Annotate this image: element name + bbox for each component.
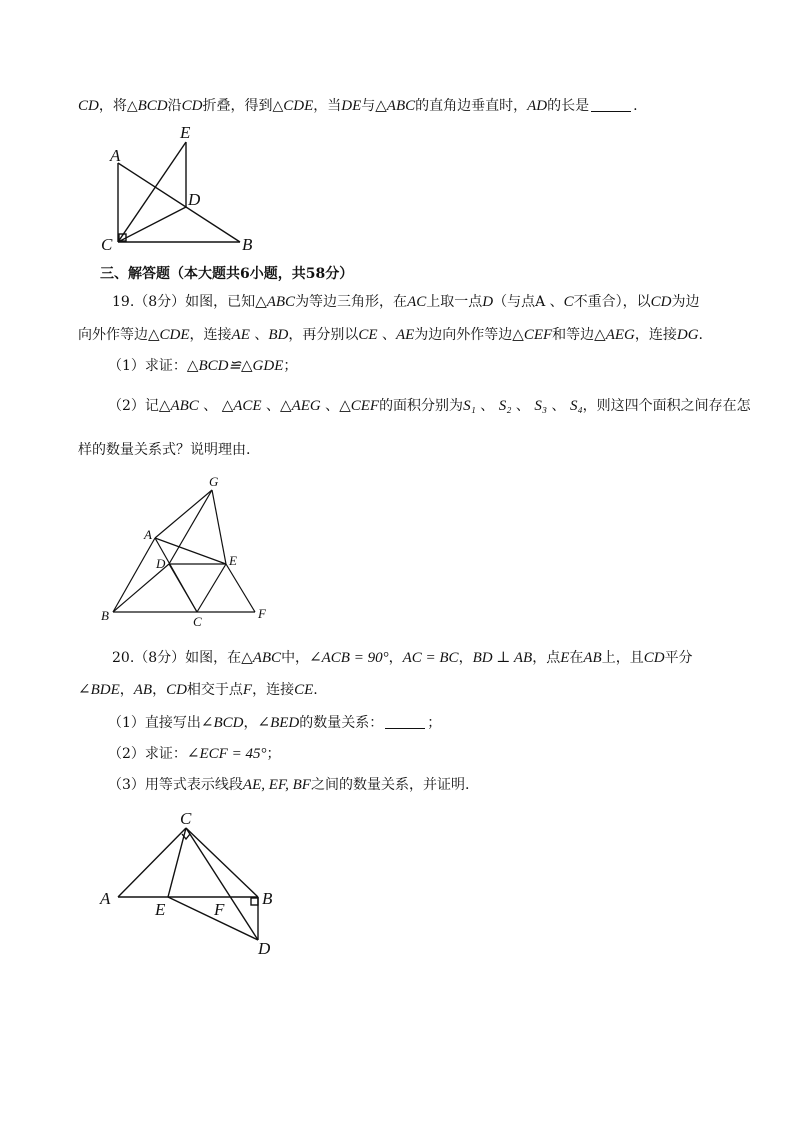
label-B: B bbox=[242, 235, 253, 254]
text: （8分）如图，在 bbox=[134, 650, 242, 666]
text: （与点A 、 bbox=[493, 294, 564, 310]
text: ， bbox=[458, 650, 473, 666]
q20-line2 bbox=[78, 680, 800, 700]
math: △CEF bbox=[339, 398, 380, 414]
text: 、 bbox=[377, 327, 396, 343]
math: AE, EF, BF bbox=[242, 777, 311, 793]
text: ， bbox=[119, 682, 134, 698]
math: C bbox=[563, 294, 574, 310]
math: CD bbox=[643, 650, 665, 666]
math: D bbox=[482, 294, 494, 310]
math: △ACE bbox=[221, 398, 262, 414]
math: △AEG bbox=[280, 398, 321, 414]
q19-line1 bbox=[112, 292, 800, 312]
seg-de: DE bbox=[341, 98, 362, 114]
text: ，将△ bbox=[98, 98, 138, 114]
math: E bbox=[560, 650, 570, 666]
label-E: E bbox=[155, 900, 166, 919]
math: △CEF bbox=[512, 327, 553, 343]
math: △ABC bbox=[241, 650, 282, 666]
text: 为等边三角形，在 bbox=[295, 294, 408, 310]
math: △AEG bbox=[594, 327, 635, 343]
seg-cde: CDE bbox=[283, 98, 314, 114]
q19-part1 bbox=[108, 356, 800, 376]
seg-cd: CD bbox=[78, 98, 99, 114]
text: . bbox=[633, 98, 638, 114]
math: AC bbox=[407, 294, 427, 310]
text: （1）求证： bbox=[108, 358, 187, 374]
text: 为边向外作等边 bbox=[414, 327, 513, 343]
math: S₂ bbox=[498, 398, 512, 414]
text: （2）求证： bbox=[108, 746, 187, 762]
label-B: B bbox=[262, 889, 273, 908]
label-F: F bbox=[258, 606, 266, 621]
text: 的直角边垂直时， bbox=[415, 98, 528, 114]
q19-part2-cont: 样的数量关系式？说明理由. bbox=[78, 442, 251, 458]
math: DG bbox=[676, 327, 699, 343]
text: （1）直接写出 bbox=[108, 715, 201, 731]
text: 为边 bbox=[671, 294, 700, 310]
text: 上，且 bbox=[601, 650, 644, 666]
text: 平分 bbox=[664, 650, 693, 666]
text: 、 bbox=[320, 398, 340, 414]
label-G: G bbox=[209, 474, 219, 489]
text: 在 bbox=[569, 650, 584, 666]
math: AE bbox=[395, 327, 415, 343]
math: S₄ bbox=[569, 398, 583, 414]
seg-ad: AD bbox=[527, 98, 548, 114]
math: CE bbox=[294, 682, 314, 698]
math: ∠BDE bbox=[78, 682, 120, 698]
math: ∠ACB = 90° bbox=[309, 650, 389, 666]
math: △ABC bbox=[255, 294, 296, 310]
text: 、 bbox=[511, 398, 535, 414]
math: CD bbox=[650, 294, 672, 310]
text: 的长是 bbox=[547, 98, 590, 114]
q20-part2 bbox=[108, 744, 800, 764]
text: 向外作等边 bbox=[78, 327, 148, 343]
math: AB bbox=[133, 682, 153, 698]
math: AE bbox=[231, 327, 250, 343]
math: S₃ bbox=[534, 398, 548, 414]
math: ∠BED bbox=[257, 715, 300, 731]
q20-part3 bbox=[108, 775, 800, 795]
text: 折叠，得到△ bbox=[202, 98, 284, 114]
label-A: A bbox=[110, 146, 121, 165]
seg-bcd: BCD bbox=[137, 98, 168, 114]
text: . bbox=[698, 327, 703, 343]
text: 、 bbox=[475, 398, 499, 414]
math: △BCD≌△GDE bbox=[186, 358, 284, 374]
question-number: 20. bbox=[112, 650, 135, 666]
text: 、 bbox=[547, 398, 570, 414]
text: （8分）如图，已知 bbox=[134, 294, 256, 310]
text: （2）记 bbox=[108, 398, 159, 414]
q19-line2 bbox=[78, 325, 800, 345]
math: AC = BC bbox=[402, 650, 459, 666]
label-C: C bbox=[180, 809, 192, 828]
math: CE bbox=[358, 327, 378, 343]
seg-cd: CD bbox=[181, 98, 203, 114]
math: F bbox=[242, 682, 253, 698]
math: CD bbox=[166, 682, 187, 698]
text: 上取一点 bbox=[426, 294, 483, 310]
math: △ABC bbox=[158, 398, 199, 414]
text: 、 bbox=[198, 398, 222, 414]
text: 的数量关系： bbox=[299, 715, 384, 731]
question-number: 19. bbox=[112, 294, 135, 310]
text: ，连接 bbox=[252, 682, 295, 698]
text: 和等边 bbox=[552, 327, 595, 343]
text: ， bbox=[243, 715, 258, 731]
math: S₁ bbox=[463, 398, 476, 414]
tri-abc: △ABC bbox=[375, 98, 416, 114]
text: 沿 bbox=[167, 98, 182, 114]
math: BD ⊥ AB bbox=[472, 650, 533, 666]
answer-blank bbox=[591, 97, 631, 112]
label-E: E bbox=[180, 123, 191, 142]
text: 之间的数量关系，并证明. bbox=[310, 777, 470, 793]
answer-blank bbox=[385, 714, 425, 729]
text: 的面积分别为 bbox=[379, 398, 464, 414]
math: AB bbox=[583, 650, 602, 666]
text: ； bbox=[427, 715, 442, 731]
math: BD bbox=[268, 327, 289, 343]
label-E: E bbox=[229, 553, 237, 568]
text: ， bbox=[388, 650, 403, 666]
text: 中， bbox=[281, 650, 310, 666]
label-C: C bbox=[193, 614, 202, 629]
math: △CDE bbox=[148, 327, 190, 343]
q20-part1 bbox=[108, 713, 800, 733]
text: 相交于点 bbox=[186, 682, 243, 698]
q19-part2 bbox=[108, 396, 800, 416]
q18-text-line bbox=[78, 96, 800, 116]
math: ∠BCD bbox=[200, 715, 244, 731]
label-D: D bbox=[156, 556, 166, 571]
text: ，点 bbox=[532, 650, 561, 666]
math: ∠ECF = 45° bbox=[186, 746, 267, 762]
text: ，连接 bbox=[189, 327, 232, 343]
section-header: 三、解答题（本大题共6小题，共58分） bbox=[100, 266, 354, 282]
text: ； bbox=[266, 746, 281, 762]
text: ，连接 bbox=[634, 327, 677, 343]
text: （3）用等式表示线段 bbox=[108, 777, 243, 793]
label-D: D bbox=[188, 190, 201, 209]
text: ，再分别以 bbox=[288, 327, 359, 343]
label-C: C bbox=[101, 235, 113, 254]
text: 与 bbox=[361, 98, 376, 114]
label-F: F bbox=[214, 900, 225, 919]
label-B: B bbox=[101, 608, 109, 623]
q20-line1 bbox=[112, 648, 800, 668]
text: ； bbox=[283, 358, 298, 374]
label-A: A bbox=[100, 889, 111, 908]
label-A: A bbox=[144, 527, 152, 542]
text: ， bbox=[152, 682, 167, 698]
label-D: D bbox=[258, 939, 271, 958]
text: 不重合），以 bbox=[573, 294, 651, 310]
text: 、 bbox=[249, 327, 269, 343]
text: 、 bbox=[261, 398, 281, 414]
text: . bbox=[313, 682, 318, 698]
text: ，则这四个面积之间存在怎 bbox=[582, 398, 751, 414]
text: ，当 bbox=[313, 98, 342, 114]
